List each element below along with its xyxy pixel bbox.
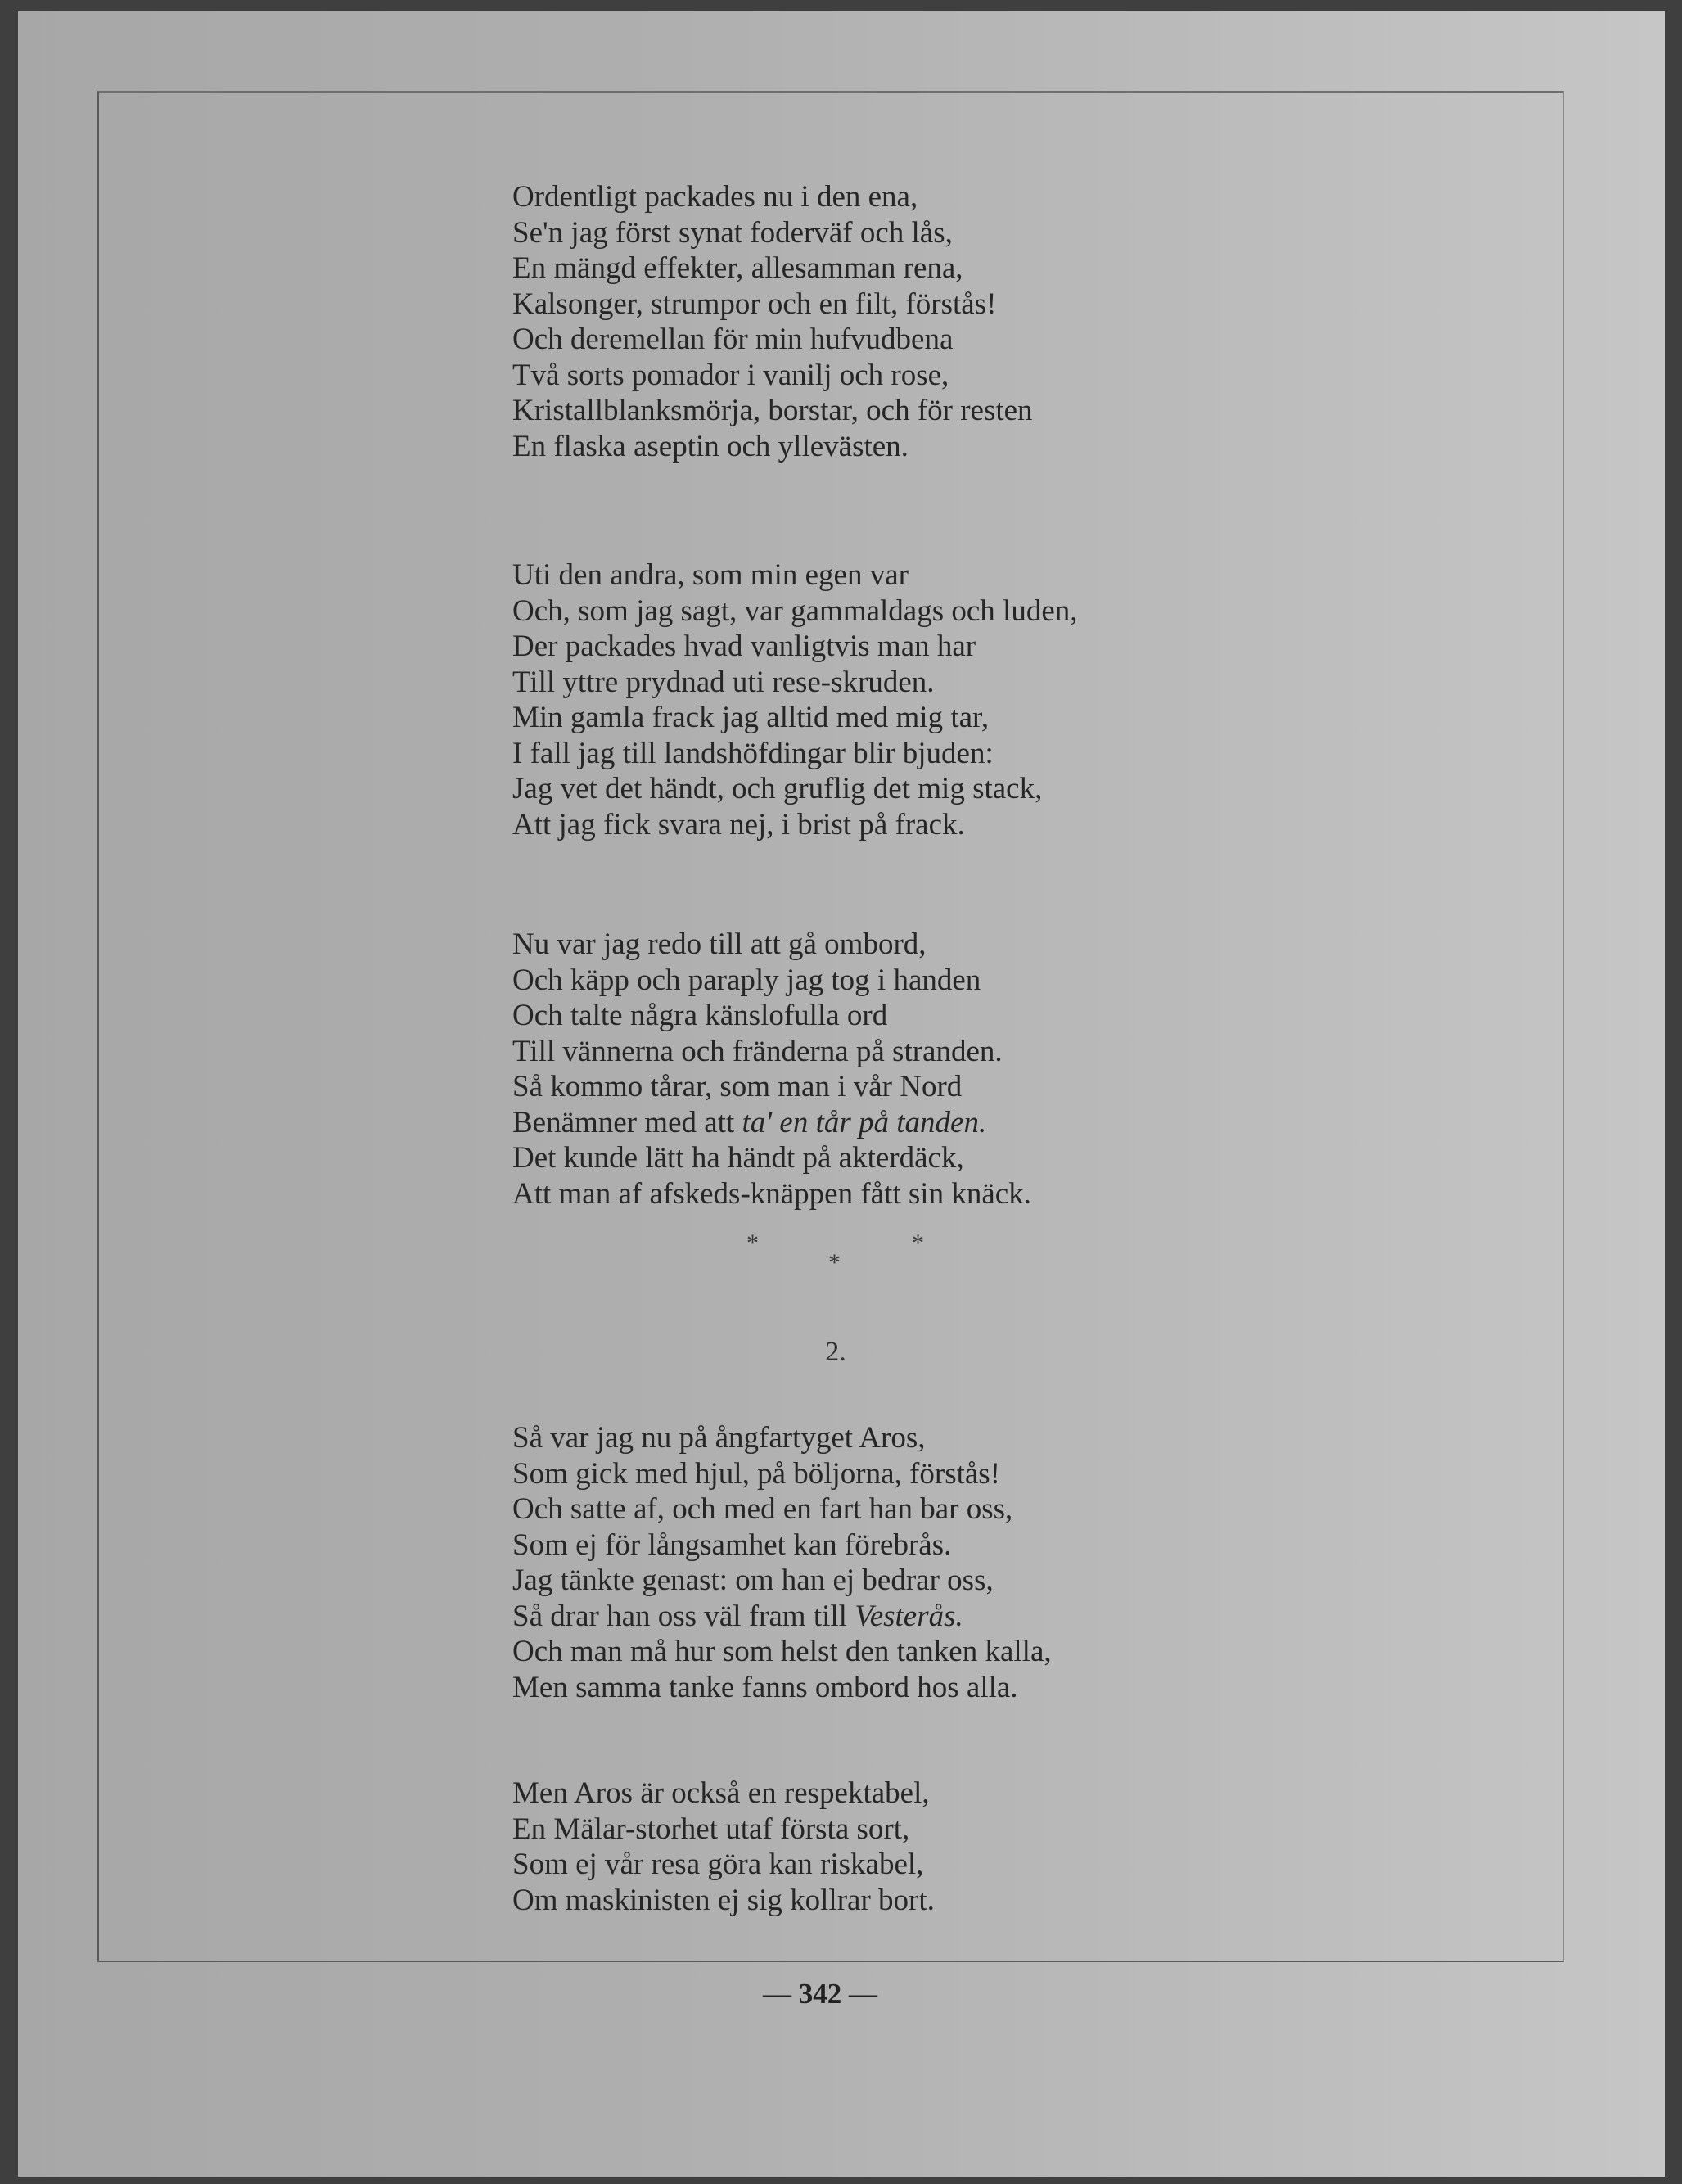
poem-line: En Mälar-storhet utaf första sort, <box>512 1812 910 1846</box>
poem-line: Och, som jag sagt, var gammaldags och luden, <box>512 593 1078 628</box>
poem-body <box>512 179 1535 1918</box>
line-text: Så drar han oss väl fram till <box>512 1599 847 1633</box>
poem-line: Om maskinisten ej sig kollrar bort. <box>512 1883 935 1917</box>
poem-line: Kristallblanksmörja, borstar, och för resten <box>512 394 1033 427</box>
poem-line: Kalsonger, strumpor och en filt, förstås! <box>512 287 997 321</box>
poem-line: Så kommo tårar, som man i vår Nord <box>512 1070 963 1103</box>
poem-line: Så var jag nu på ångfartyget Aros, <box>512 1421 926 1455</box>
stanza-5 <box>512 1776 1535 1918</box>
poem-line: Men Aros är också en respektabel, <box>512 1776 930 1810</box>
poem-line: I fall jag till landshöfdingar blir bjuden: <box>512 736 994 770</box>
poem-line: En flaska aseptin och yllevästen. <box>512 429 909 463</box>
poem-line: Det kunde lätt ha händt på akterdäck, <box>512 1141 964 1175</box>
poem-line: Uti den andra, som min egen var <box>512 558 909 592</box>
star: * <box>746 1230 759 1257</box>
page-number: — 342 — <box>763 1978 877 2010</box>
italic-phrase: ta' en tår på tanden. <box>742 1105 987 1139</box>
separator-stars <box>512 1212 1535 1334</box>
poem-line: Och käpp och paraply jag tog i handen <box>512 963 981 997</box>
stanza-4 <box>512 1420 1535 1705</box>
poem-line: Och satte af, och med en fart han bar oss, <box>512 1492 1013 1526</box>
stanza-1 <box>512 179 1535 464</box>
poem-line: Som gick med hjul, på böljorna, förstås! <box>512 1456 1001 1491</box>
poem-line: Att man af afskeds-knäppen fått sin knäck. <box>512 1176 1031 1211</box>
star: * <box>912 1230 924 1257</box>
poem-line: Jag tänkte genast: om han ej bedrar oss, <box>512 1564 994 1597</box>
poem-line: Se'n jag först synat foderväf och lås, <box>512 215 953 250</box>
italic-place: Vesterås. <box>855 1599 963 1633</box>
stanza-3 <box>512 927 1535 1212</box>
poem-line: Ordentligt packades nu i den ena, <box>512 180 918 214</box>
poem-line: Till yttre prydnad uti rese-skruden. <box>512 665 935 699</box>
poem-line: Och deremellan för min hufvudbena <box>512 323 954 356</box>
poem-line: Min gamla frack jag alltid med mig tar, <box>512 701 990 734</box>
poem-line: Som ej vår resa göra kan riskabel, <box>512 1848 924 1881</box>
page-sheet <box>18 11 1665 2177</box>
poem-line: En mängd effekter, allesamman rena, <box>512 251 963 285</box>
poem-line: Men samma tanke fanns ombord hos alla. <box>512 1670 1018 1704</box>
poem-line <box>512 1105 1535 1141</box>
poem-line: Två sorts pomador i vanilj och rose, <box>512 358 949 392</box>
poem-line: Att jag fick svara nej, i brist på frack. <box>512 807 965 842</box>
line-text: Benämner med att <box>512 1105 735 1139</box>
stanza-2 <box>512 557 1535 842</box>
poem-line: Der packades hvad vanligtvis man har <box>512 629 976 663</box>
poem-line: Nu var jag redo till att gå ombord, <box>512 927 927 961</box>
poem-line: Och talte några känslofulla ord <box>512 999 888 1032</box>
section-number: 2. <box>825 1337 846 1367</box>
poem-line: Som ej för långsamhet kan förebrås. <box>512 1527 952 1562</box>
poem-line: Till vännerna och fränderna på stranden. <box>512 1034 1003 1068</box>
poem-line <box>512 1599 1535 1635</box>
star: * <box>828 1249 841 1276</box>
poem-line: Och man må hur som helst den tanken kalla, <box>512 1635 1052 1668</box>
poem-line: Jag vet det händt, och gruflig det mig stack, <box>512 772 1043 805</box>
